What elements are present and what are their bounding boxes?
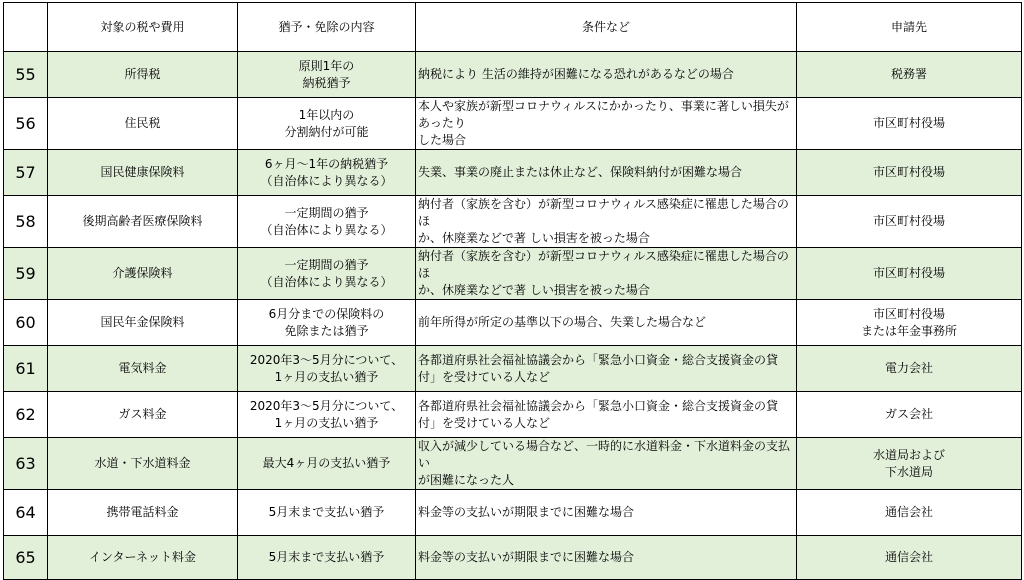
cell-conditions [416,52,797,98]
cell-detail-line: （自治体により異なる） [260,274,393,289]
cell-detail-line: 1ヶ月の支払い猶予 [274,415,379,430]
cell-detail-line: 5月末まで支払い猶予 [268,550,385,564]
cell-tax [48,248,238,300]
table-row [4,150,1022,196]
table-row [4,438,1022,490]
cell-detail-line: 分割納付が可能 [284,124,369,139]
cell-tax [48,98,238,150]
cell-applicant-line: 下水道局 [884,464,933,479]
cell-detail [238,98,416,150]
cell-tax [48,150,238,196]
table-row [4,490,1022,536]
cell-tax-line: 住民税 [124,116,161,130]
cell-conditions-line: した場合 [418,133,467,147]
cell-conditions-line: 収入が減少している場合など、一時的に水道料金・下水道料金の支払い [418,439,791,470]
cell-detail-line: 一定期間の猶予 [284,205,369,220]
cell-tax [48,346,238,392]
cell-tax [48,490,238,536]
cell-detail-line: 1ヶ月の支払い猶予 [274,369,379,384]
cell-applicant-line: 市区町村役場 [872,266,945,280]
cell-applicant-line: 市区町村役場 [872,165,945,179]
cell-detail-line: （自治体により異なる） [260,222,393,237]
cell-applicant-line: 税務署 [890,67,927,81]
cell-tax [48,52,238,98]
cell-conditions-line: か、休廃業などで著 しい損害を被った場合 [418,231,650,245]
cell-tax [48,536,238,580]
cell-applicant [797,248,1022,300]
cell-applicant [797,438,1022,490]
cell-detail-line: 1年以内の [298,107,355,122]
cell-conditions-line: か、休廃業などで著 しい損害を被った場合 [418,283,650,297]
cell-conditions [416,346,797,392]
cell-applicant-line: 通信会社 [884,550,933,564]
cell-applicant-line: 市区町村役場 [872,214,945,228]
header-tax: 対象の税や費用 [48,3,238,52]
cell-detail-line: 最大4ヶ月の支払い猶予 [262,456,391,470]
row-number: 63 [4,438,48,490]
cell-detail [238,196,416,248]
cell-tax-line: 所得税 [124,67,161,81]
cell-tax-line: 介護保険料 [112,266,173,280]
cell-detail-line: 2020年3～5月分について、 [249,352,404,367]
cell-detail-line: 一定期間の猶予 [284,257,369,272]
cell-applicant-line: または年金事務所 [860,323,957,338]
cell-conditions-line: 付」を受けている人など [418,369,551,384]
cell-applicant [797,490,1022,536]
deferral-table [3,2,1022,580]
row-number: 57 [4,150,48,196]
cell-detail-line: 免除または猶予 [284,323,369,338]
table-body [4,52,1022,580]
table-row [4,98,1022,150]
cell-conditions-line: 前年所得が所定の基準以下の場合、失業した場合など [418,315,707,329]
cell-tax [48,196,238,248]
cell-detail [238,248,416,300]
cell-applicant [797,52,1022,98]
table-row [4,248,1022,300]
table-row [4,196,1022,248]
header-num [4,3,48,52]
row-number: 64 [4,490,48,536]
cell-detail [238,490,416,536]
cell-applicant-line: 市区町村役場 [872,306,945,321]
cell-applicant-line: ガス会社 [884,407,933,421]
cell-conditions [416,392,797,438]
row-number: 58 [4,196,48,248]
cell-detail-line: 原則1年の [298,58,355,73]
cell-applicant-line: 水道局および [872,447,945,462]
cell-applicant-line: 市区町村役場 [872,116,945,130]
cell-detail-line: 2020年3～5月分について、 [249,398,404,413]
cell-conditions [416,490,797,536]
cell-conditions [416,536,797,580]
cell-conditions [416,248,797,300]
cell-conditions-line: 料金等の支払いが期限までに困難な場合 [418,505,635,519]
cell-applicant-line: 電力会社 [884,361,933,375]
table-row [4,536,1022,580]
cell-applicant [797,346,1022,392]
header-detail: 猶予・免除の内容 [238,3,416,52]
row-number: 59 [4,248,48,300]
cell-conditions [416,438,797,490]
table-row [4,300,1022,346]
cell-applicant [797,300,1022,346]
cell-applicant-line: 通信会社 [884,505,933,519]
cell-conditions [416,98,797,150]
cell-conditions-line: 各都道府県社会福祉協議会から「緊急小口資金・総合支援資金の貸 [418,398,779,413]
cell-tax-line: 携帯電話料金 [106,505,179,519]
cell-detail [238,52,416,98]
cell-tax-line: 後期高齢者医療保険料 [82,214,203,228]
cell-detail [238,438,416,490]
cell-tax-line: インターネット料金 [89,550,196,564]
row-number: 61 [4,346,48,392]
header-conditions: 条件など [416,3,797,52]
table-row [4,392,1022,438]
row-number: 65 [4,536,48,580]
cell-detail-line: 納税猶予 [302,75,351,90]
cell-tax-line: 国民健康保険料 [100,165,185,179]
cell-applicant [797,536,1022,580]
cell-conditions [416,300,797,346]
cell-conditions-line: が困難になった人 [418,473,515,487]
cell-applicant [797,392,1022,438]
cell-detail [238,392,416,438]
cell-tax-line: ガス料金 [118,407,167,421]
cell-tax [48,300,238,346]
cell-applicant [797,196,1022,248]
row-number: 60 [4,300,48,346]
cell-tax [48,392,238,438]
cell-conditions-line: 各都道府県社会福祉協議会から「緊急小口資金・総合支援資金の貸 [418,352,779,367]
cell-tax-line: 国民年金保険料 [100,315,185,329]
cell-conditions-line: 本人や家族が新型コロナウィルスにかかったり、事業に著しい損失があったり [418,99,789,130]
table-row [4,52,1022,98]
cell-detail-line: 6月分までの保険料の [268,306,385,321]
table-container [3,2,1022,580]
cell-detail-line: 5月末まで支払い猶予 [268,505,385,519]
cell-detail [238,536,416,580]
cell-conditions [416,196,797,248]
row-number: 62 [4,392,48,438]
cell-conditions [416,150,797,196]
table-row [4,346,1022,392]
table-header [4,3,1022,52]
cell-tax-line: 電気料金 [118,361,167,375]
row-number: 55 [4,52,48,98]
cell-detail-line: （自治体により異なる） [260,173,393,188]
cell-conditions-line: 失業、事業の廃止または休止など、保険料納付が困難な場合 [418,165,743,179]
cell-detail [238,346,416,392]
cell-detail [238,150,416,196]
cell-applicant [797,98,1022,150]
cell-conditions-line: 付」を受けている人など [418,415,551,430]
cell-conditions-line: 納付者（家族を含む）が新型コロナウィルス感染症に罹患した場合のほ [418,249,789,280]
cell-conditions-line: 料金等の支払いが期限までに困難な場合 [418,550,635,564]
cell-tax-line: 水道・下水道料金 [94,456,191,470]
cell-conditions-line: 納付者（家族を含む）が新型コロナウィルス感染症に罹患した場合のほ [418,197,789,228]
cell-detail [238,300,416,346]
row-number: 56 [4,98,48,150]
header-applicant: 申請先 [797,3,1022,52]
cell-tax [48,438,238,490]
cell-detail-line: 6ヶ月～1年の納税猶予 [264,156,389,171]
cell-applicant [797,150,1022,196]
cell-conditions-line: 納税により 生活の維持が困難になる恐れがあるなどの場合 [418,67,734,81]
